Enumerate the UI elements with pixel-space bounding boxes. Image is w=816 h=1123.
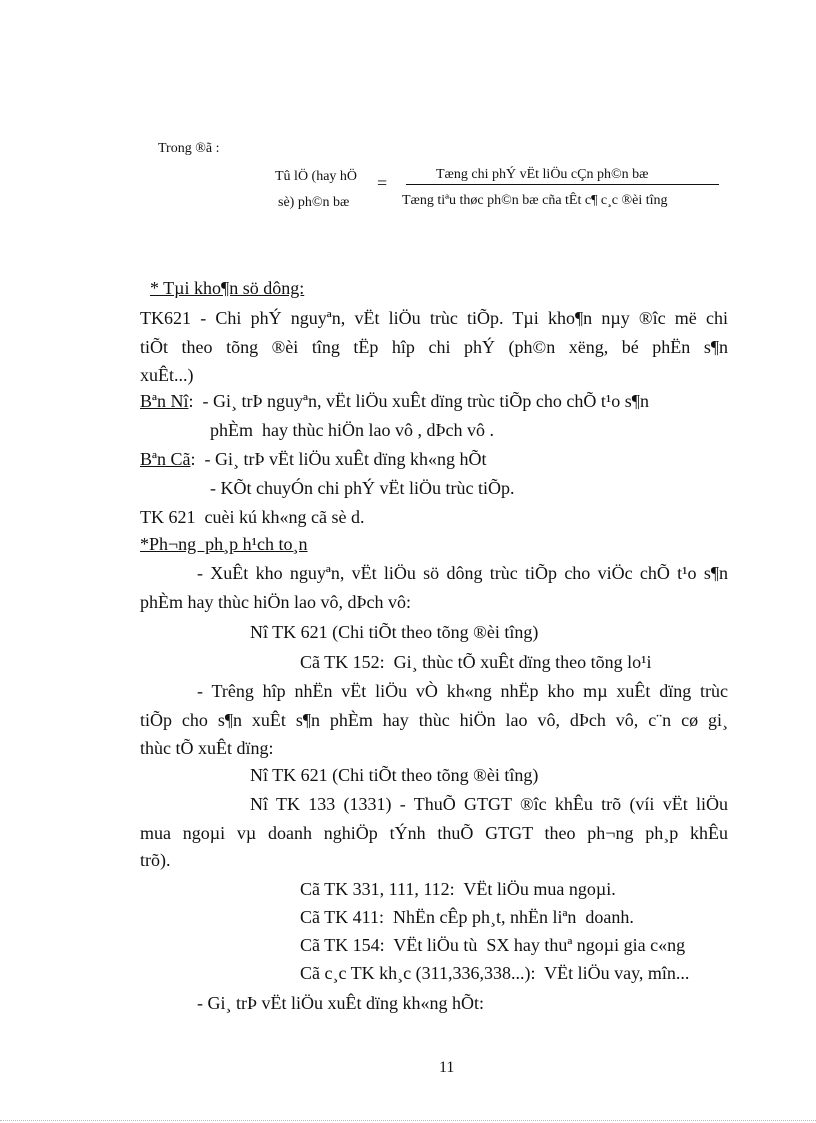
credit-label: Bªn Cã	[140, 449, 191, 469]
page-number: 11	[439, 1059, 455, 1076]
journal-entry-credit: Cã TK 331, 111, 112: VËt liÖu mua ngoµi.	[300, 879, 616, 899]
formula-lhs-line1: Tû lÖ (hay hÖ	[275, 169, 358, 184]
paragraph-line: xuÊt...)	[140, 365, 194, 385]
paragraph-line: phÈm hay thùc hiÖn lao vô, dÞch vô:	[140, 592, 411, 612]
debit-side-line	[140, 390, 649, 412]
paragraph-line: thùc tÕ xuÊt dïng:	[140, 738, 274, 758]
journal-entry-credit: Cã TK 154: VËt liÖu tù SX hay thuª ngoµi gia c«ng	[300, 935, 686, 955]
paragraph-line: tiÕp cho s¶n xuÊt s¶n phÈm hay thùc hiÖn lao vô, dÞch vô, c¨n cø gi¸	[140, 710, 728, 730]
section-heading-accounts: * Tµi kho¶n sö dông:	[150, 278, 305, 298]
credit-side-line	[140, 448, 486, 470]
intro-text: Trong ®ã :	[158, 141, 220, 156]
formula-denominator: Tæng tiªu thøc ph©n bæ cña tÊt c¶ c¸c ®èi tîng	[402, 193, 668, 208]
journal-entry-debit: Nî TK 621 (Chi tiÕt theo tõng ®èi tîng)	[250, 622, 539, 642]
fraction-bar	[406, 184, 719, 185]
paragraph-line: mua ngoµi vµ doanh nghiÖp tÝnh thuÕ GTGT theo ph¬ng ph¸p khÊu	[140, 823, 728, 843]
debit-text-cont: phÈm hay thùc hiÖn lao vô , dÞch vô .	[210, 420, 494, 440]
closing-balance-note: TK 621 cuèi kú kh«ng cã sè d.	[140, 507, 365, 527]
credit-text-cont: - KÕt chuyÓn chi phÝ vËt liÖu trùc tiÕp.	[210, 478, 515, 498]
paragraph-line: - Gi¸ trÞ vËt liÖu xuÊt dïng kh«ng hÕt:	[197, 993, 484, 1013]
paragraph-line: tiÕt theo tõng ®èi tîng tËp hîp chi phÝ (ph©n xëng, bé phËn s¶n	[140, 337, 728, 357]
section-heading-method: *Ph¬ng ph¸p h¹ch to¸n	[140, 534, 308, 554]
formula-lhs-line2: sè) ph©n bæ	[278, 195, 350, 210]
journal-entry-debit: Nî TK 621 (Chi tiÕt theo tõng ®èi tîng)	[250, 765, 539, 785]
paragraph-line: TK621 - Chi phÝ nguyªn, vËt liÖu trùc tiÕp. Tµi kho¶n nµy ®îc më chi	[140, 308, 728, 328]
debit-text: : - Gi¸ trÞ nguyªn, vËt liÖu xuÊt dïng trùc tiÕp cho chÕ t¹o s¶n	[188, 391, 649, 411]
journal-entry-credit: Cã c¸c TK kh¸c (311,336,338...): VËt liÖu vay, mîn...	[300, 963, 690, 983]
formula-numerator: Tæng chi phÝ vËt liÖu cÇn ph©n bæ	[436, 167, 649, 182]
formula-equals: =	[377, 173, 388, 193]
paragraph-line: - Trêng hîp nhËn vËt liÖu vÒ kh«ng nhËp kho mµ xuÊt dïng trùc	[197, 681, 728, 701]
paragraph-line: - XuÊt kho nguyªn, vËt liÖu sö dông trùc tiÕp cho viÖc chÕ t¹o s¶n	[197, 563, 728, 583]
credit-text: : - Gi¸ trÞ vËt liÖu xuÊt dïng kh«ng hÕt	[190, 449, 487, 469]
journal-entry-credit: Cã TK 411: NhËn cÊp ph¸t, nhËn liªn doanh.	[300, 907, 634, 927]
journal-entry-debit: Nî TK 133 (1331) - ThuÕ GTGT ®îc khÊu trõ (víi vËt liÖu	[250, 794, 728, 814]
page-break-divider	[0, 1120, 816, 1121]
debit-label: Bªn Nî	[140, 391, 189, 411]
paragraph-line: trõ).	[140, 850, 171, 870]
journal-entry-credit: Cã TK 152: Gi¸ thùc tÕ xuÊt dïng theo tõng lo¹i	[300, 652, 652, 672]
